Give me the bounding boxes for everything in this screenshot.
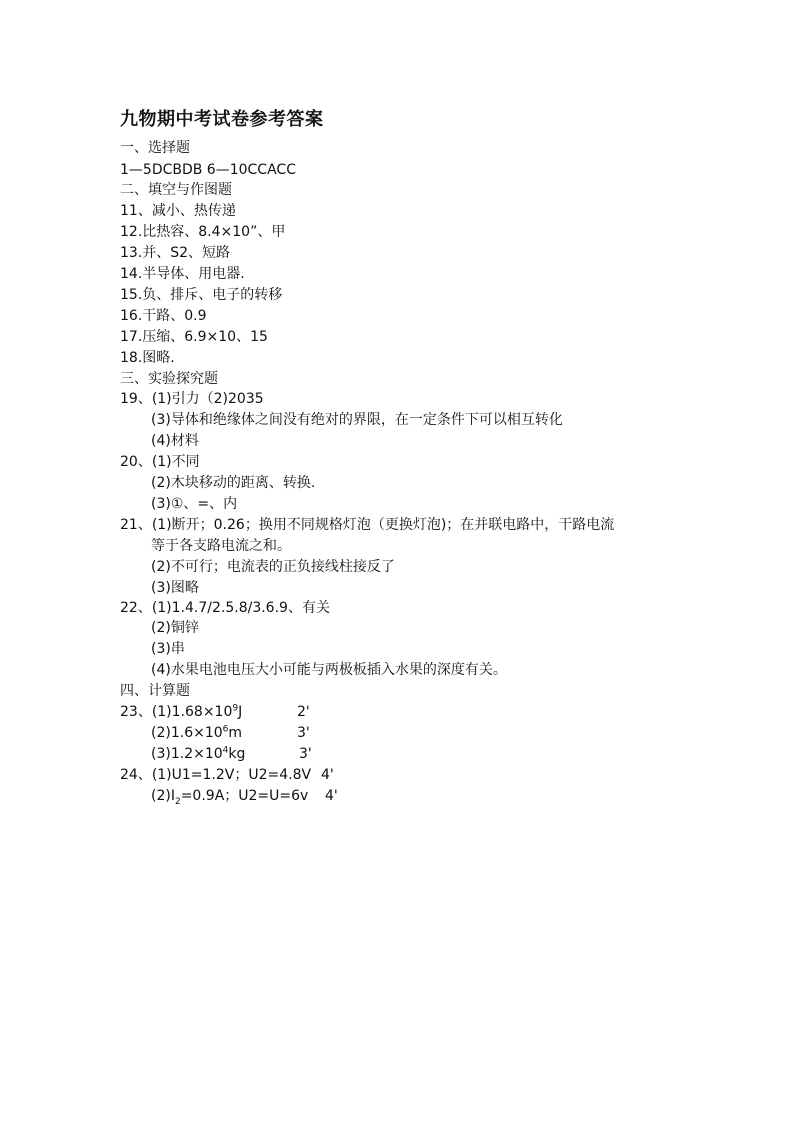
answer-q23-part2 (151, 723, 242, 743)
section-heading-calculation: 四、计算题 (120, 683, 190, 699)
section-heading-experiment: 三、实验探究题 (120, 371, 218, 387)
answer-q11: 11、减小、热传递 (120, 203, 236, 219)
answer-q22-part3: (3)串 (151, 641, 185, 657)
answer-q19-part3: (3)导体和绝缘体之间没有绝对的界限，在一定条件下可以相互转化 (151, 412, 563, 428)
answer-q21-part1: 21、(1)断开；0.26；换用不同规格灯泡（更换灯泡)；在并联电路中，干路电流 (120, 517, 615, 533)
q24-part2-rest: =0.9A；U2=U=6v (180, 788, 309, 804)
section-heading-fill: 二、填空与作图题 (120, 182, 232, 198)
q24-part1-points: 4' (321, 767, 334, 783)
answer-q22-part4: (4)水果电池电压大小可能与两极板插入水果的深度有关。 (151, 662, 507, 678)
answer-q22-part1: 22、(1)1.4.7/2.5.8/3.6.9、有关 (120, 600, 330, 616)
q23-part1-exponent: 9 (232, 703, 239, 714)
answer-q21-part1-cont: 等于各支路电流之和。 (151, 538, 291, 554)
q23-part1-points: 2' (297, 704, 310, 720)
answer-q17: 17.压缩、6.9×10、15 (120, 329, 268, 345)
answer-q15: 15.负、排斥、电子的转移 (120, 287, 283, 303)
page-title: 九物期中考试卷参考答案 (120, 109, 324, 130)
answer-q22-part2: (2)铜锌 (151, 620, 199, 636)
q24-part2-subscript: 2 (174, 796, 181, 807)
answer-q23-part1 (120, 702, 242, 722)
q23-part1-unit: J (238, 704, 243, 720)
answer-q12: 12.比热容、8.4×10”、甲 (120, 224, 286, 240)
q23-part3-unit: kg (228, 746, 246, 762)
answer-q19-part4: (4)材料 (151, 433, 199, 449)
answer-q20-part2: (2)木块移动的距离、转换. (151, 475, 316, 491)
q23-part2-unit: m (228, 725, 243, 741)
q23-part3-value: (3)1.2×10 (151, 746, 223, 762)
answer-q21-part2: (2)不可行；电流表的正负接线柱接反了 (151, 559, 395, 575)
answer-q20-part1: 20、(1)不同 (120, 454, 200, 470)
q23-part1-value: 23、(1)1.68×10 (120, 704, 233, 720)
q24-part2-points: 4' (325, 788, 338, 804)
answer-q18: 18.图略. (120, 350, 175, 366)
answer-q24-part2 (151, 786, 308, 806)
answer-q23-part3 (151, 744, 245, 764)
q23-part2-points: 3' (297, 725, 310, 741)
answer-q21-part3: (3)图略 (151, 580, 199, 596)
answer-q14: 14.半导体、用电器. (120, 266, 245, 282)
section-heading-choice: 一、选择题 (120, 140, 190, 156)
q23-part3-exponent: 4 (222, 745, 229, 756)
answer-q20-part3: (3)①、=、内 (151, 496, 238, 512)
answer-q19-part1: 19、(1)引力（2)2035 (120, 391, 264, 407)
answer-q24-part1: 24、(1)U1=1.2V；U2=4.8V (120, 767, 312, 783)
choice-answers: 1—5DCBDB 6—10CCACC (120, 162, 296, 178)
q23-part2-value: (2)1.6×10 (151, 725, 223, 741)
answer-q13: 13.并、S2、短路 (120, 245, 231, 261)
q23-part2-exponent: 6 (222, 724, 229, 735)
answer-q16: 16.干路、0.9 (120, 308, 207, 324)
q24-part2-current: (2)I (151, 788, 175, 804)
q23-part3-points: 3' (299, 746, 312, 762)
